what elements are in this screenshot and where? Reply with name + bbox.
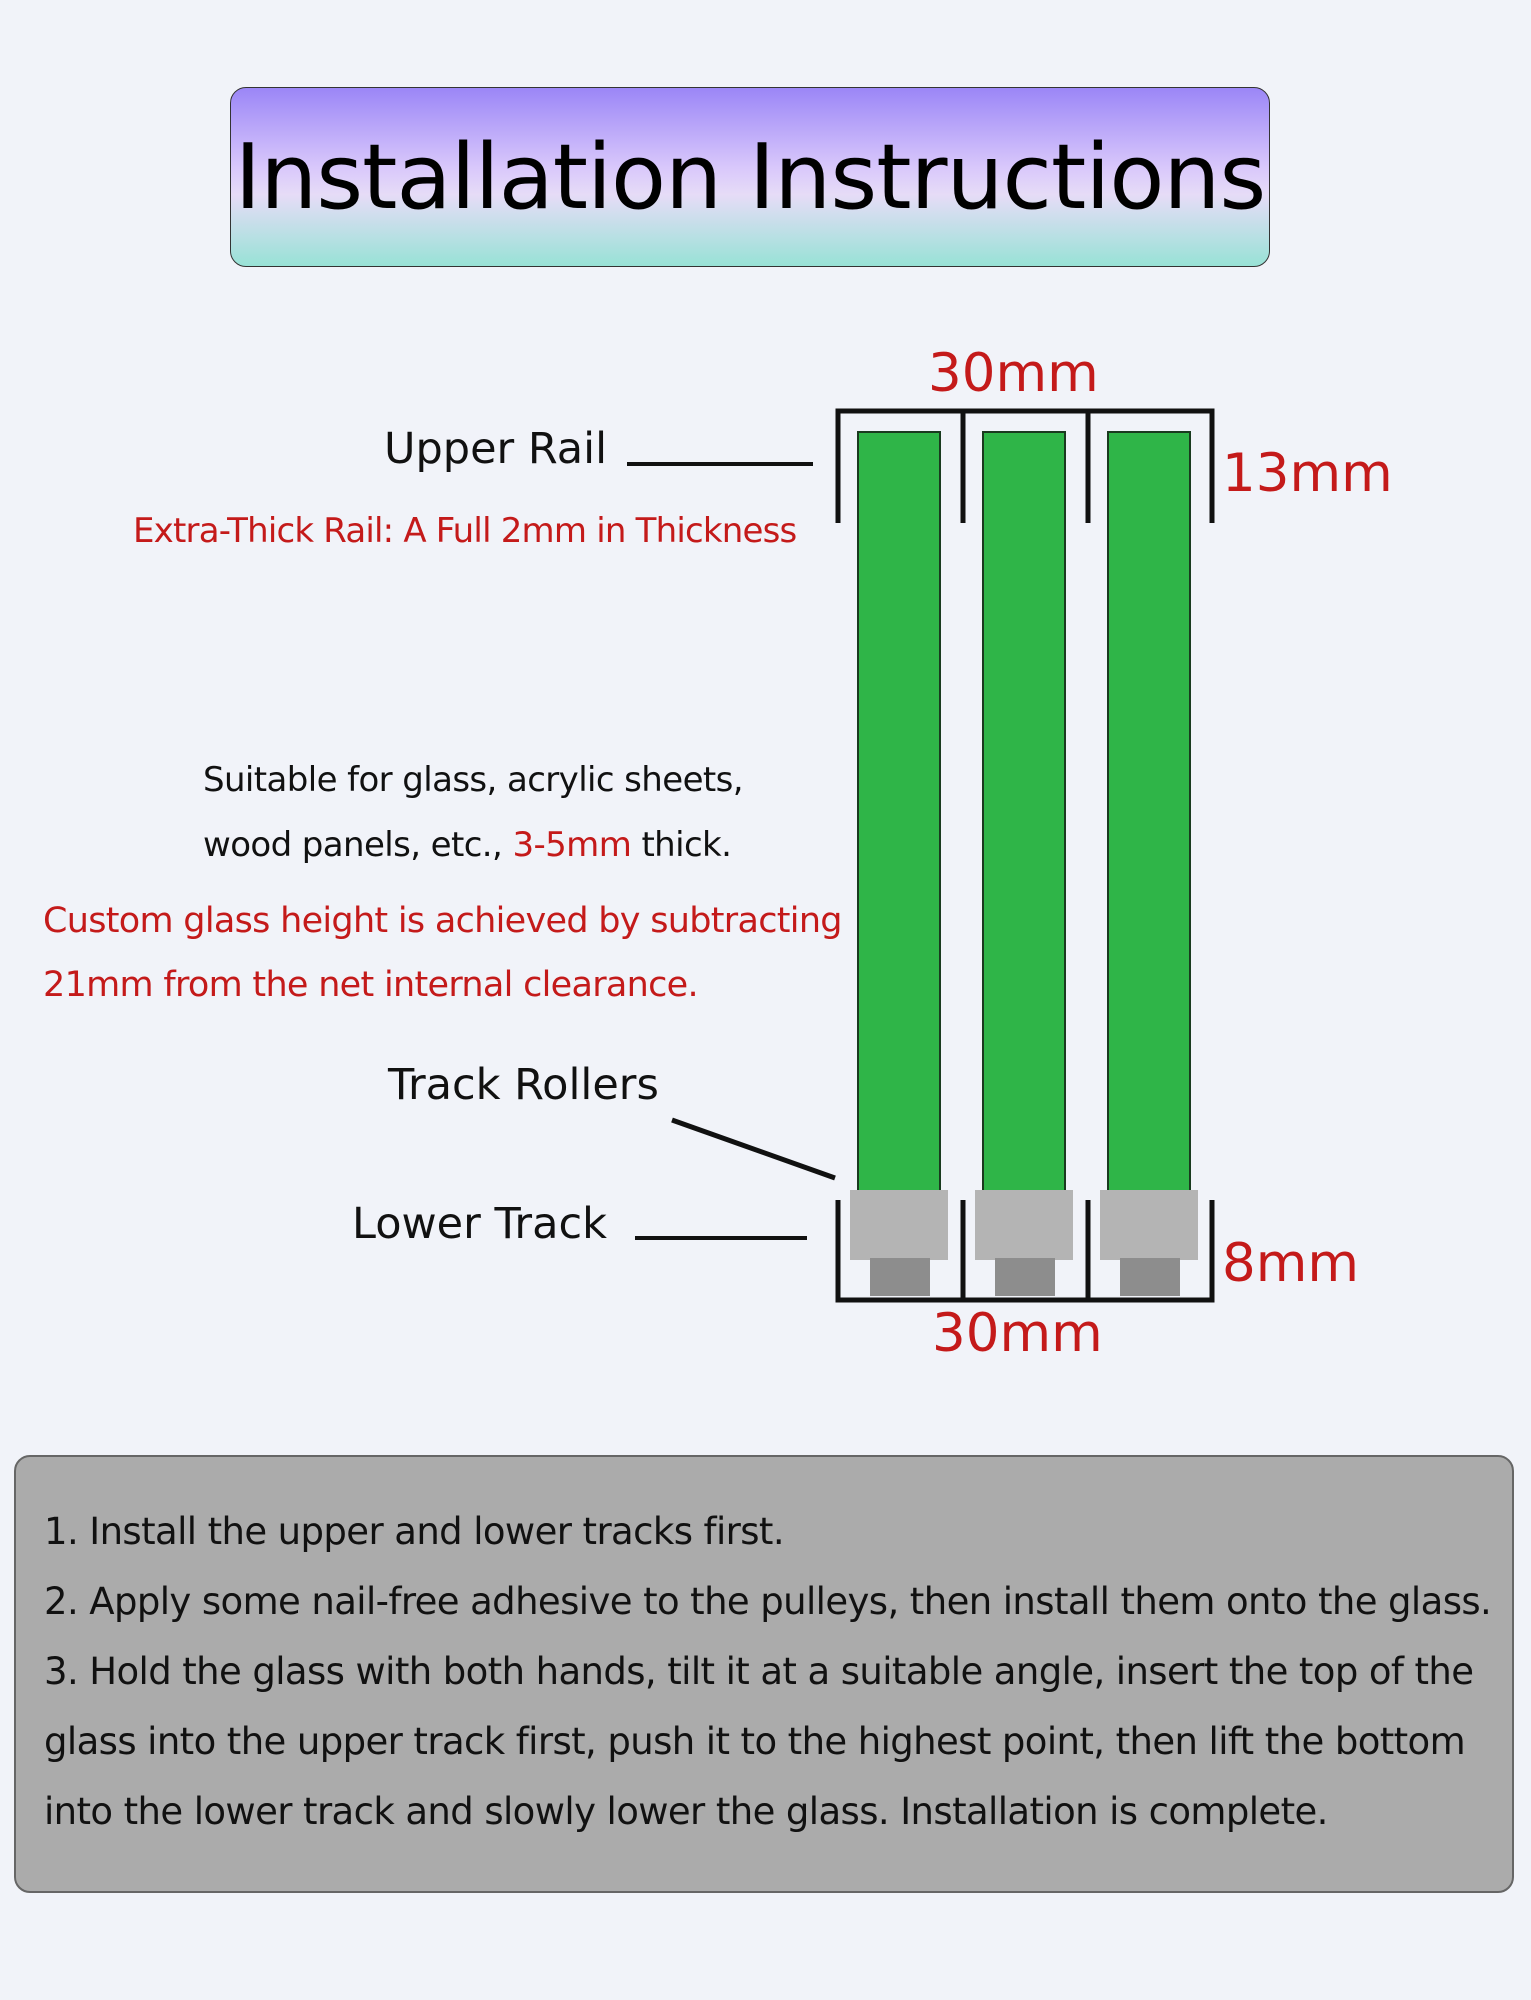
roller-2-wheel <box>995 1258 1055 1296</box>
roller-1-wheel <box>870 1258 930 1296</box>
installation-steps <box>14 1455 1514 1893</box>
suitable-line2-pre: wood panels, etc., <box>203 825 503 865</box>
track-rollers-leader <box>672 1120 835 1178</box>
glass-panel-1 <box>858 432 940 1250</box>
suitable-materials-line2 <box>203 825 732 865</box>
lower-track-label: Lower Track <box>352 1199 607 1249</box>
suitable-line2-post: thick. <box>641 825 732 865</box>
roller-2-housing <box>975 1190 1073 1260</box>
step-1: 1. Install the upper and lower tracks first. <box>44 1510 784 1553</box>
custom-height-line2: 21mm from the net internal clearance. <box>43 965 698 1005</box>
suitable-materials-line1: Suitable for glass, acrylic sheets, <box>203 760 743 800</box>
track-rollers-label: Track Rollers <box>388 1060 659 1110</box>
track-rollers <box>850 1190 1198 1296</box>
step-3-line3: into the lower track and slowly lower the glass. Installation is complete. <box>44 1790 1328 1833</box>
step-2: 2. Apply some nail-free adhesive to the pulleys, then install them onto the glass. <box>44 1580 1492 1623</box>
dim-upper-depth: 13mm <box>1222 443 1393 504</box>
dim-bottom-width: 30mm <box>932 1303 1103 1364</box>
roller-3-housing <box>1100 1190 1198 1260</box>
roller-1-housing <box>850 1190 948 1260</box>
dim-top-width: 30mm <box>928 343 1099 404</box>
dim-lower-depth: 8mm <box>1222 1233 1359 1294</box>
page-title: Installation Instructions <box>234 124 1266 230</box>
roller-3 <box>1100 1190 1198 1296</box>
step-3-line1: 3. Hold the glass with both hands, tilt it at a suitable angle, insert the top of the <box>44 1650 1474 1693</box>
custom-height-line1: Custom glass height is achieved by subtracting <box>43 901 842 941</box>
rail-thickness-note: Extra-Thick Rail: A Full 2mm in Thickness <box>133 511 797 551</box>
lower-track-leader <box>635 1236 807 1240</box>
roller-3-wheel <box>1120 1258 1180 1296</box>
roller-2 <box>975 1190 1073 1296</box>
step-3-line2: glass into the upper track first, push it to the highest point, then lift the bottom <box>44 1720 1466 1763</box>
thickness-range: 3-5mm <box>512 825 632 865</box>
upper-rail-label: Upper Rail <box>384 424 608 474</box>
upper-rail-leader <box>627 462 813 466</box>
glass-panels <box>858 432 1190 1250</box>
glass-panel-2 <box>983 432 1065 1250</box>
glass-panel-3 <box>1108 432 1190 1250</box>
roller-1 <box>850 1190 948 1296</box>
